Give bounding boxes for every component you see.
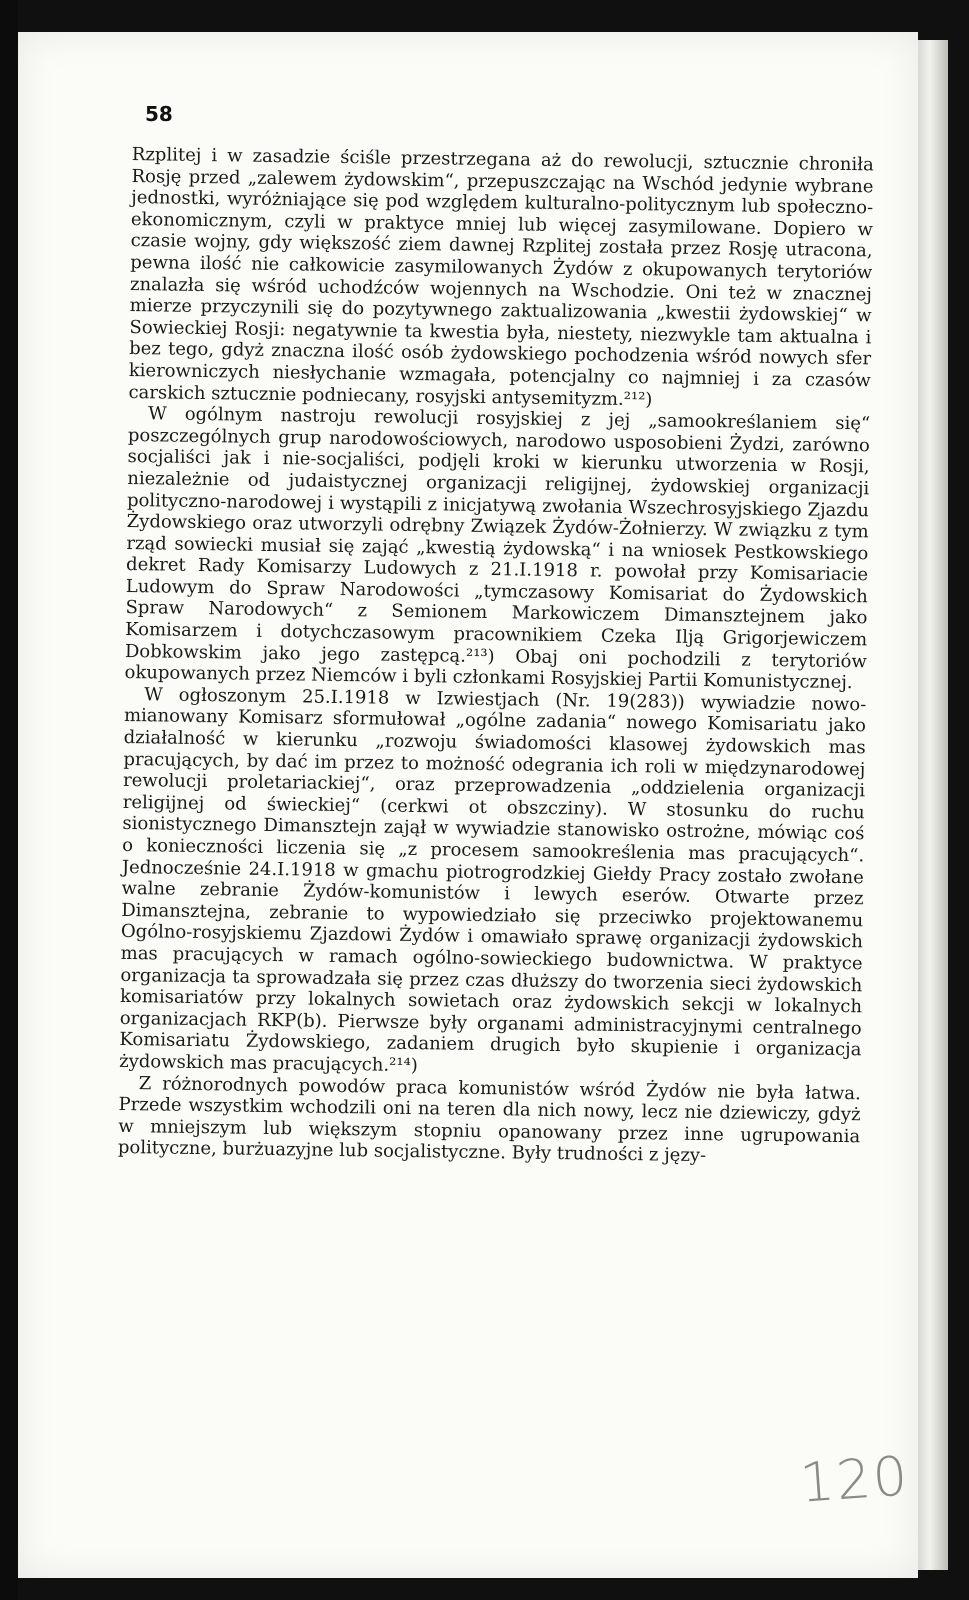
book-page <box>18 32 918 1578</box>
paragraph-1: Rzplitej i w zasadzie ściśle przestrzegana aż do rewolucji, sztucznie chroniła Rosję przed „zalewem żydowskim“, przepuszczając na Wschód jedynie wybrane jednostki, wyróżniające się pod względem kulturalno-politycznym lub społeczno-ekonomicznym, czyli w praktyce mniej lub więcej zasymilowane. Dopiero w czasie wojny, gdy większość ziem dawnej Rzplitej została przez Rosję utracona, pewna ilość nie całkowicie zasymilowanych Żydów z okupowanych terytoriów znalazła się wśród uchodźców wojennych na Wschodzie. Oni też w znacznej mierze przyczynili się do pozytywnego zaktualizowania „kwestii żydowskiej“ w Sowieckiej Rosji: negatywnie ta kwestia była, niestety, niezwykle tam aktualna i bez tego, gdyż znaczna ilość osób żydowskiego pochodzenia wśród nowych sfer kierowniczych niesłychanie wzmagała, potencjalny co najmniej i za czasów carskich sztucznie podniecany, rosyjski antysemityzm.²¹²) <box>128 144 874 410</box>
paragraph-4: Z różnorodnych powodów praca komunistów wśród Żydów nie była łatwa. Przede wszystkim wchodzili oni na teren dla nich nowy, lecz nie dziewiczy, gdyż w mniejszym lub większym stopniu opanowany przez inne ugrupowania polityczne, burżuazyjne lub socjalistyczne. Były trudności z języ- <box>117 1072 861 1167</box>
body-text <box>118 144 874 1169</box>
page-number: 58 <box>145 102 173 126</box>
handwritten-page-note: 120 <box>797 1444 912 1515</box>
paragraph-2: W ogólnym nastroju rewolucji rosyjskiej z jej „samookreślaniem się“ poszczególnych grup narodowościowych, narodowo usposobieni Żydzi, zarówno socjaliści jak i nie-socjaliści, podjęli kroki w kierunku utworzenia w Rosji, niezależnie od judaistycznej organizacji religijnej, żydowskiej organizacji polityczno-narodowej i wystąpili z inicjatywą zwołania Wszechrosyjskiego Zjazdu Żydowskiego oraz utworzyli odrębny Związek Żydów-Żołnierzy. W związku z tym rząd sowiecki musiał się zająć „kwestią żydowską“ i na wniosek Pestkowskiego dekret Rady Komisarzy Ludowych z 21.I.1918 r. powołał przy Komisariacie Ludowym do Spraw Narodowości „tymczasowy Komisariat do Żydowskich Spraw Narodowych“ z Semionem Markowiczem Dimansztejnem jako Komisarzem i dotychczasowym pracownikiem Czeka Ilją Grigorjewiczem Dobkowskim jako jego zastępcą.²¹³) Obaj oni pochodzili z terytoriów okupowanych przez Niemców i byli członkami Rosyjskiej Partii Komunistycznej. <box>124 403 871 694</box>
scan-border-left <box>0 0 18 1600</box>
book-page-edge <box>918 40 948 1570</box>
paragraph-3: W ogłoszonym 25.I.1918 w Izwiestjach (Nr. 19(283)) wywiadzie nowo-mianowany Komisarz sformułował „ogólne zadania“ nowego Komisariatu jako działalność w kierunku „rozwoju świadomości klasowej żydowskich mas pracujących, by dać im przez to możność odegrania ich roli w międzynarodowej rewolucji proletariackiej“, oraz przeprowadzenia „oddzielenia organizacji religijnej od świeckiej“ (cerkwi ot obszcziny). W stosunku do ruchu sionistycznego Dimansztejn zajął w wywiadzie stanowisko ostrożne, mówiąc coś o konieczności liczenia się „z procesem samookreślenia mas pracujących“. Jednocześnie 24.I.1918 w gmachu piotrogrodzkiej Giełdy Pracy zostało zwołane walne zebranie Żydów-komunistów i lewych eserów. Otwarte przez Dimansztejna, zebranie to wypowiedziało się przeciwko projektowanemu Ogólno-rosyjskiemu Zjazdowi Żydów i omawiało sprawę organizacji żydowskich mas pracujących w ramach ogólno-sowieckiego budownictwa. W praktyce organizacja ta sprowadzała się przez czas dłuższy do tworzenia sieci żydowskich komisariatów przy lokalnych sowietach oraz żydowskich sekcji w lokalnych organizacjach RKP(b). Pierwsze były organami administracyjnymi centralnego Komisariatu Żydowskiego, zadaniem drugich było skupienie i organizacja żydowskich mas pracujących.²¹⁴) <box>119 684 867 1077</box>
